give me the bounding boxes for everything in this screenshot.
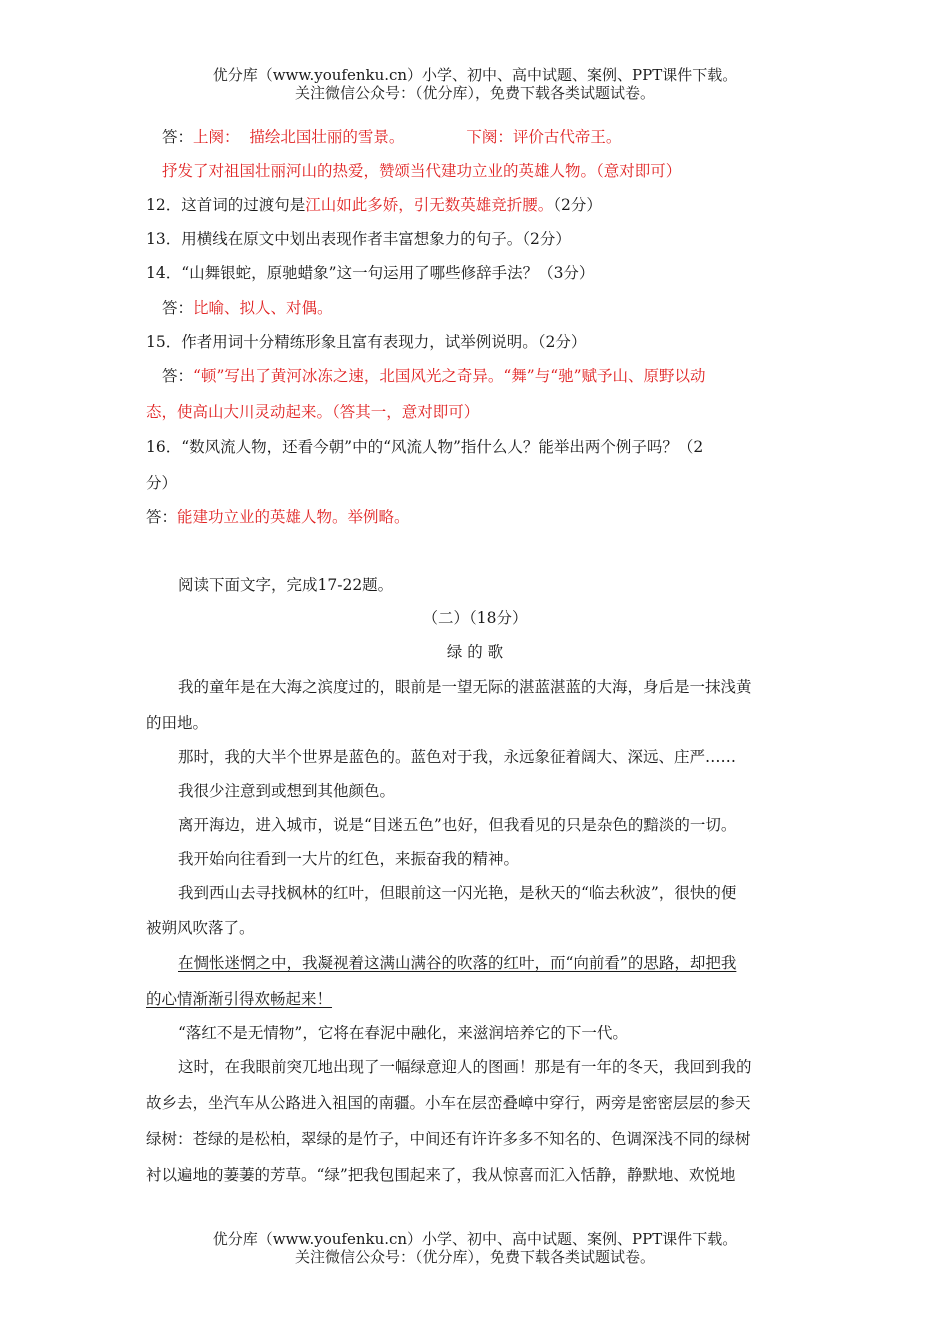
paragraph-2: 那时，我的大半个世界是蓝色的。蓝色对于我，永远象征着阔大、深远、庄严…… xyxy=(178,748,737,766)
paragraph-8: “落红不是无情物”，它将在春泥中融化，来滋润培养它的下一代。 xyxy=(178,1024,628,1042)
paragraph-9-line-1: 这时，在我眼前突兀地出现了一幅绿意迎人的图画！那是有一年的冬天，我回到我的 xyxy=(178,1058,752,1076)
article-title: 绿 的 歌 xyxy=(446,643,504,661)
question-12-text: 12．这首词的过渡句是 xyxy=(146,196,306,214)
answer-15-line-1 xyxy=(162,365,808,387)
answer-11-line-1 xyxy=(162,126,824,148)
question-13: 13．用横线在原文中划出表现作者丰富想象力的句子。（2分） xyxy=(146,230,571,248)
answer-16-text: 能建功立业的英雄人物。举例略。 xyxy=(177,508,410,526)
paragraph-1-line-1: 我的童年是在大海之滨度过的，眼前是一望无际的湛蓝湛蓝的大海，身后是一抹浅黄 xyxy=(178,678,752,696)
answer-15-text-1: “顿”写出了黄河冰冻之速，北国风光之奇异。“舞”与“驰”赋予山、原野以动 xyxy=(193,367,706,385)
answer-14-text: 比喻、拟人、对偶。 xyxy=(193,299,333,317)
paragraph-6-line-1: 我到西山去寻找枫林的红叶，但眼前这一闪光艳，是秋天的“临去秋波”，很快的便 xyxy=(178,884,737,902)
paragraph-9-line-4: 衬以遍地的萋萋的芳草。“绿”把我包围起来了，我从惊喜而汇入恬静，静默地、欢悦地 xyxy=(146,1166,736,1184)
paragraph-7-line-2: 的心情渐渐引得欢畅起来！ xyxy=(146,990,333,1008)
reading-instruction: 阅读下面文字，完成17-22题。 xyxy=(178,576,394,594)
paragraph-7-line-1: 在惆怅迷惘之中，我凝视着这满山满谷的吹落的红叶，而“向前看”的思路，却把我 xyxy=(178,954,737,972)
footer-line-2: 关注微信公众号：（优分库），免费下载各类试题试卷。 xyxy=(294,1248,655,1266)
question-12-score: （2分） xyxy=(553,196,602,214)
paragraph-6-line-2: 被朔风吹落了。 xyxy=(146,919,255,937)
paragraph-1-line-2: 的田地。 xyxy=(146,714,209,732)
answer-16 xyxy=(146,506,808,528)
page-footer xyxy=(0,1230,950,1266)
answer-label: 答： xyxy=(162,299,194,317)
paragraph-4: 离开海边，进入城市，说是“目迷五色”也好，但我看见的只是杂色的黯淡的一切。 xyxy=(178,816,737,834)
answer-11-line-2: 抒发了对祖国壮丽河山的热爱，赞颂当代建功立业的英雄人物。（意对即可） xyxy=(162,162,682,180)
footer-line-1: 优分库（www.youfenku.cn）小学、初中、高中试题、案例、PPT课件下载。 xyxy=(212,1230,738,1248)
paragraph-5: 我开始向往看到一大片的红色，来振奋我的精神。 xyxy=(178,850,520,868)
answer-14 xyxy=(162,297,824,319)
section-heading: （二）（18分） xyxy=(422,609,528,627)
answer-11-upper: 上阕： 描绘北国壮丽的雪景。 xyxy=(193,128,405,146)
question-12 xyxy=(146,194,808,216)
answer-label: 答： xyxy=(162,128,194,146)
question-14: 14．“山舞银蛇，原驰蜡象”这一句运用了哪些修辞手法？（3分） xyxy=(146,264,595,282)
question-16-line-2: 分） xyxy=(146,474,178,492)
answer-label: 答： xyxy=(146,508,178,526)
question-12-answer: 江山如此多娇，引无数英雄竞折腰。 xyxy=(305,196,554,214)
answer-15-line-2: 态，使高山大川灵动起来。（答其一，意对即可） xyxy=(146,403,480,421)
header-line-2: 关注微信公众号：（优分库），免费下载各类试题试卷。 xyxy=(294,84,655,102)
paragraph-3: 我很少注意到或想到其他颜色。 xyxy=(178,782,396,800)
paragraph-9-line-2: 故乡去，坐汽车从公路进入祖国的南疆。小车在层峦叠嶂中穿行，两旁是密密层层的参天 xyxy=(146,1094,751,1112)
question-16-line-1: 16．“数风流人物，还看今朝”中的“风流人物”指什么人？能举出两个例子吗？（2 xyxy=(146,438,704,456)
question-15: 15．作者用词十分精练形象且富有表现力，试举例说明。（2分） xyxy=(146,333,587,351)
header-line-1: 优分库（www.youfenku.cn）小学、初中、高中试题、案例、PPT课件下载。 xyxy=(212,66,738,84)
answer-11-lower: 下阕：评价古代帝王。 xyxy=(466,128,622,146)
page-header xyxy=(0,66,950,102)
answer-label: 答： xyxy=(162,367,194,385)
paragraph-9-line-3: 绿树：苍绿的是松柏，翠绿的是竹子，中间还有许许多多不知名的、色调深浅不同的绿树 xyxy=(146,1130,751,1148)
